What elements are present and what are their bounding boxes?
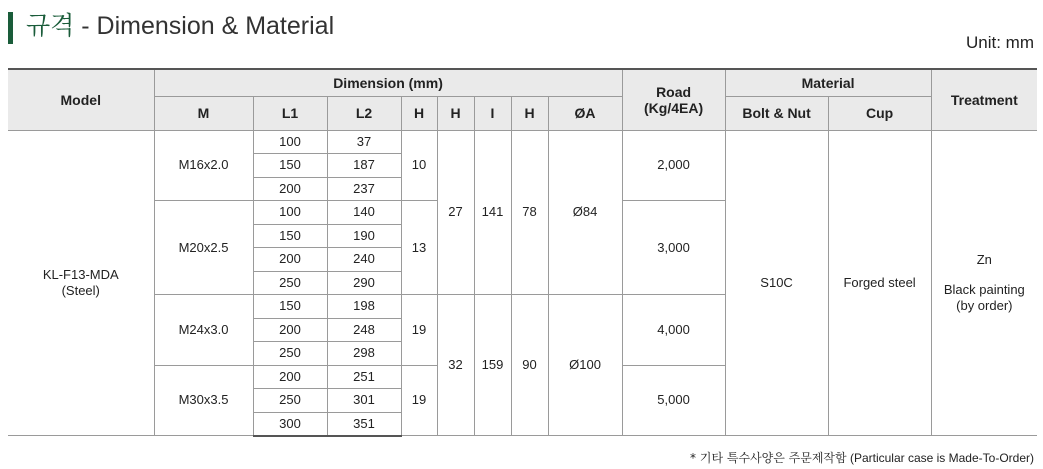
header-model: Model	[8, 69, 154, 130]
header-treatment: Treatment	[931, 69, 1037, 130]
l1-cell: 200	[253, 365, 327, 389]
l1-cell: 300	[253, 412, 327, 436]
treatment-by-order: (by order)	[956, 297, 1013, 313]
treatment-spacer	[932, 268, 1038, 282]
oa-cell: Ø100	[548, 295, 622, 436]
header-dimension: Dimension (mm)	[154, 69, 622, 96]
m-cell: M24x3.0	[154, 295, 253, 366]
page-title	[26, 8, 334, 44]
h1-cell: 13	[401, 201, 437, 295]
treatment-cell	[931, 130, 1037, 436]
h3-cell: 78	[511, 130, 548, 295]
l1-cell: 150	[253, 224, 327, 248]
h1-cell: 19	[401, 365, 437, 436]
header-h1: H	[401, 96, 437, 130]
footnote	[690, 449, 1034, 466]
header-road-line1: Road	[656, 83, 692, 100]
treatment-zn: Zn	[976, 251, 992, 267]
title-accent-bar	[8, 12, 13, 44]
page-title-english: Dimension & Material	[96, 12, 335, 40]
i-cell: 159	[474, 295, 511, 436]
h1-cell: 19	[401, 295, 437, 366]
h1-cell: 10	[401, 130, 437, 201]
page-title-korean: 규격	[26, 11, 75, 40]
l1-cell: 150	[253, 154, 327, 178]
l2-cell: 351	[327, 412, 401, 436]
road-cell: 2,000	[622, 130, 725, 201]
cup-cell: Forged steel	[828, 130, 931, 436]
m-cell: M30x3.5	[154, 365, 253, 436]
header-bolt-nut: Bolt & Nut	[725, 96, 828, 130]
l1-cell: 200	[253, 177, 327, 201]
l1-cell: 200	[253, 318, 327, 342]
header-cup: Cup	[828, 96, 931, 130]
l1-cell: 200	[253, 248, 327, 272]
unit-label: Unit: mm	[966, 33, 1034, 52]
header-i: I	[474, 96, 511, 130]
m-cell: M20x2.5	[154, 201, 253, 295]
l2-cell: 298	[327, 342, 401, 366]
header-material: Material	[725, 69, 931, 96]
m-cell: M16x2.0	[154, 130, 253, 201]
model-material: (Steel)	[61, 282, 100, 298]
road-cell: 4,000	[622, 295, 725, 366]
l1-cell: 250	[253, 271, 327, 295]
header-road	[622, 69, 725, 130]
l2-cell: 187	[327, 154, 401, 178]
l2-cell: 140	[327, 201, 401, 225]
l2-cell: 240	[327, 248, 401, 272]
header-oa: ØA	[548, 96, 622, 130]
bolt-nut-cell: S10C	[725, 130, 828, 436]
header-h2: H	[437, 96, 474, 130]
header-m: M	[154, 96, 253, 130]
l1-cell: 100	[253, 201, 327, 225]
l1-cell: 250	[253, 389, 327, 413]
h2-cell: 27	[437, 130, 474, 295]
treatment-black-painting: Black painting	[943, 281, 1025, 297]
road-cell: 3,000	[622, 201, 725, 295]
l1-cell: 150	[253, 295, 327, 319]
model-name: KL-F13-MDA	[42, 266, 119, 282]
oa-cell: Ø84	[548, 130, 622, 295]
footnote-korean: * 기타 특수사양은 주문제작함	[690, 451, 847, 465]
l2-cell: 198	[327, 295, 401, 319]
header-l1: L1	[253, 96, 327, 130]
spec-table	[8, 68, 1037, 437]
header-l2: L2	[327, 96, 401, 130]
footnote-english: (Particular case is Made-To-Order)	[846, 451, 1034, 465]
road-cell: 5,000	[622, 365, 725, 436]
h3-cell: 90	[511, 295, 548, 436]
header-road-line2: (Kg/4EA)	[644, 99, 704, 116]
l2-cell: 237	[327, 177, 401, 201]
l2-cell: 301	[327, 389, 401, 413]
l2-cell: 251	[327, 365, 401, 389]
l2-cell: 190	[327, 224, 401, 248]
i-cell: 141	[474, 130, 511, 295]
model-cell	[8, 130, 154, 436]
l2-cell: 290	[327, 271, 401, 295]
h2-cell: 32	[437, 295, 474, 436]
table-row	[8, 130, 1037, 154]
page-title-separator: -	[74, 12, 97, 40]
l2-cell: 248	[327, 318, 401, 342]
l2-cell: 37	[327, 130, 401, 154]
l1-cell: 100	[253, 130, 327, 154]
l1-cell: 250	[253, 342, 327, 366]
header-h3: H	[511, 96, 548, 130]
